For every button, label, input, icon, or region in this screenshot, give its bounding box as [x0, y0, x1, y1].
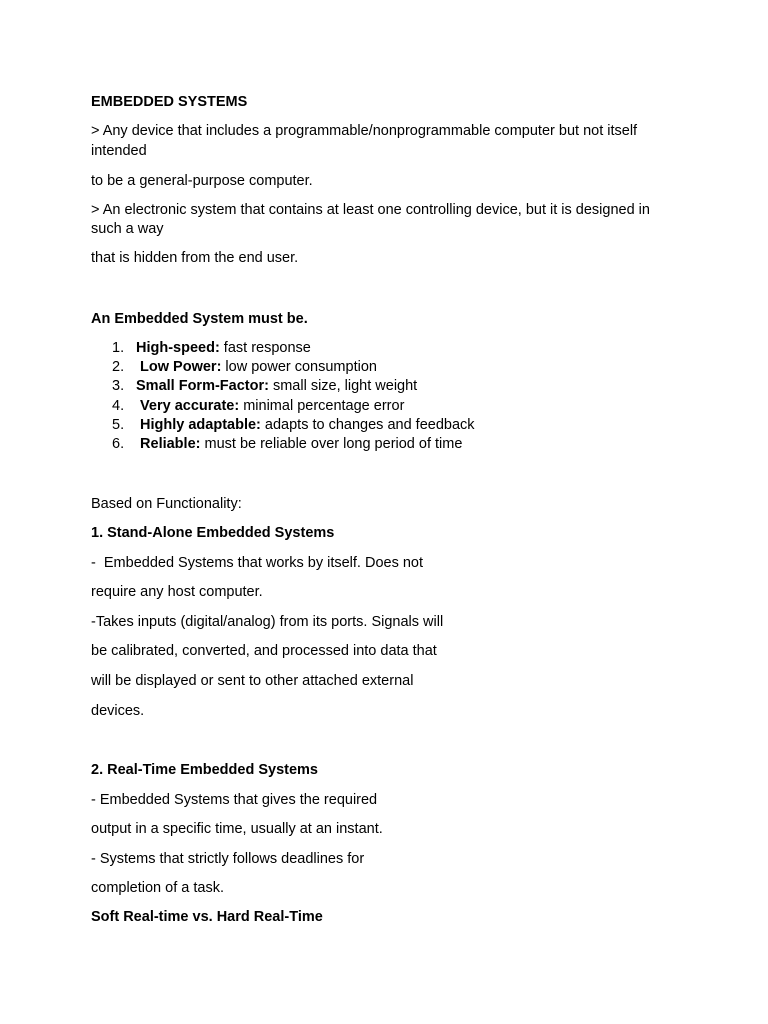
list-item-number: 1. — [112, 340, 125, 356]
section-2-line: completion of a task. — [91, 880, 224, 896]
section-2-heading: 2. Real-Time Embedded Systems — [91, 762, 318, 778]
list-item-term: Reliable: — [136, 436, 201, 452]
list-item-term: High-speed: — [136, 340, 220, 356]
list-item-number: 4. — [112, 398, 125, 414]
section-2-line: - Systems that strictly follows deadlines for — [91, 851, 365, 867]
section-2-line: - Embedded Systems that gives the required — [91, 792, 378, 808]
section-1-line: devices. — [91, 703, 145, 719]
functionality-label: Based on Functionality: — [91, 496, 242, 512]
must-be-heading: An Embedded System must be. — [91, 311, 308, 327]
list-item-number: 6. — [112, 436, 125, 452]
list-item — [112, 435, 462, 453]
list-item-description: low power consumption — [221, 359, 377, 375]
intro-paragraph-2-line-1: > An electronic system that contains at least one controlling device, but it is designed in — [91, 202, 650, 218]
list-item-description: adapts to changes and feedback — [260, 417, 475, 433]
intro-paragraph-1-line-1: > Any device that includes a programmable/nonprogrammable computer but not itself — [91, 123, 638, 139]
section-1-line: -Takes inputs (digital/analog) from its ports. Signals will — [91, 614, 444, 630]
section-1-line: be calibrated, converted, and processed into data that — [91, 643, 437, 659]
intro-paragraph-1-line-2: intended — [91, 143, 147, 159]
document-title: EMBEDDED SYSTEMS — [91, 94, 248, 110]
list-item-term: Small Form-Factor: — [136, 378, 269, 394]
section-1-line: require any host computer. — [91, 584, 263, 600]
list-item-description: small size, light weight — [268, 378, 418, 394]
list-item-number: 3. — [112, 378, 125, 394]
list-item-description: must be reliable over long period of time — [200, 436, 463, 452]
list-item — [112, 339, 311, 357]
list-item-term: Highly adaptable: — [136, 417, 261, 433]
intro-paragraph-2-continuation: that is hidden from the end user. — [91, 250, 299, 266]
list-item-description: minimal percentage error — [239, 398, 405, 414]
intro-paragraph-1-continuation: to be a general-purpose computer. — [91, 173, 313, 189]
section-1-heading: 1. Stand-Alone Embedded Systems — [91, 525, 335, 541]
section-2-line: output in a specific time, usually at an instant. — [91, 821, 383, 837]
list-item — [112, 397, 404, 415]
list-item — [112, 358, 377, 376]
list-item-description: fast response — [219, 340, 311, 356]
list-item-number: 2. — [112, 359, 125, 375]
section-1-line: will be displayed or sent to other attached external — [91, 673, 414, 689]
section-3-heading: Soft Real-time vs. Hard Real-Time — [91, 909, 323, 925]
list-item — [112, 377, 417, 395]
list-item-term: Very accurate: — [136, 398, 240, 414]
list-item-number: 5. — [112, 417, 125, 433]
intro-paragraph-2-line-2: such a way — [91, 221, 164, 237]
list-item-term: Low Power: — [136, 359, 222, 375]
section-1-line: - Embedded Systems that works by itself. Does not — [91, 555, 424, 571]
list-item — [112, 416, 475, 434]
